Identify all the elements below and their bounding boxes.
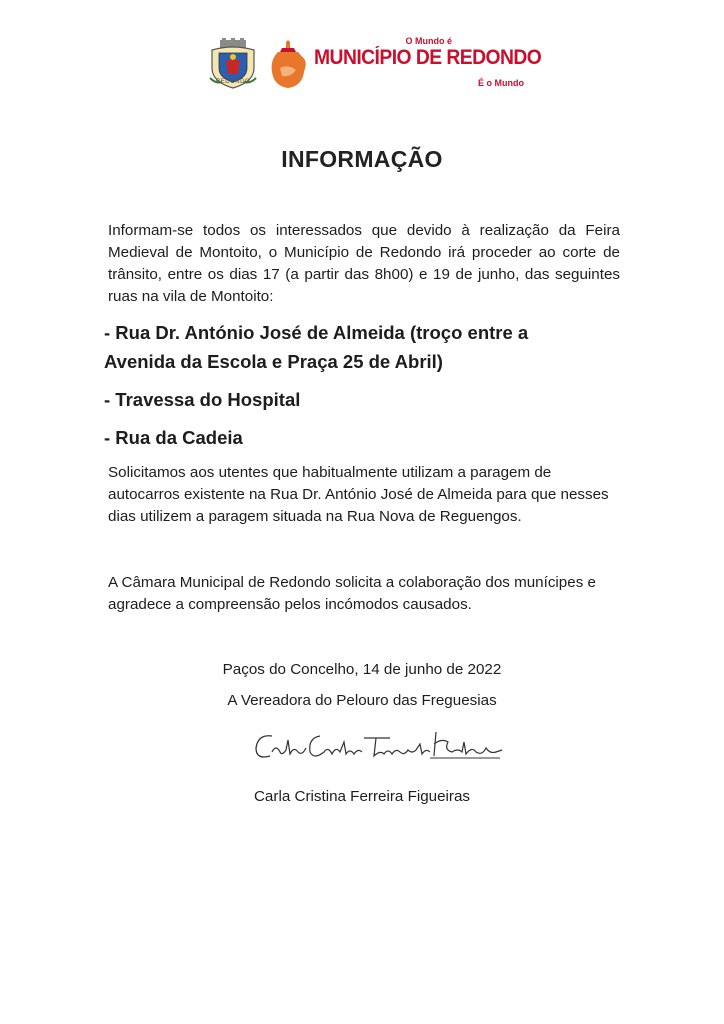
crest-caption: REDONDO <box>215 79 251 85</box>
street-item <box>104 385 624 414</box>
street-line: - Rua da Cadeia <box>104 427 243 448</box>
brand-tagline-top: O Mundo é <box>405 36 452 46</box>
closing-line: A Câmara Municipal de Redondo solicita a colaboração dos munícipes e <box>108 574 596 591</box>
page-title: INFORMAÇÃO <box>281 146 443 172</box>
bus-stop-line: dias utilizem a paragem situada na Rua Nova de Reguengos. <box>108 508 522 525</box>
street-line: Avenida da Escola e Praça 25 de Abril) <box>104 351 443 372</box>
municipality-brand <box>314 36 542 92</box>
intro-paragraph <box>108 220 620 308</box>
brand-name: MUNICÍPIO DE REDONDO <box>314 46 542 69</box>
street-line: - Travessa do Hospital <box>104 389 301 410</box>
closing-paragraph <box>108 572 620 616</box>
street-item <box>104 318 624 376</box>
handwritten-signature <box>250 722 512 770</box>
street-line: - Rua Dr. António José de Almeida (troço entre a <box>104 322 529 343</box>
place-date: Paços do Concelho, 14 de junho de 2022 <box>222 661 502 678</box>
bus-stop-line: Solicitamos aos utentes que habitualmente utilizam a paragem de <box>108 464 552 481</box>
signatory-role: A Vereadora do Pelouro das Freguesias <box>227 692 497 709</box>
signatory-name: Carla Cristina Ferreira Figueiras <box>253 788 471 805</box>
closing-line: agradece a compreensão pelos incómodos causados. <box>108 596 472 613</box>
intro-line: trânsito, entre os dias 17 (a partir das 8h00) e 19 de junho, das seguintes <box>108 266 620 283</box>
intro-line: Informam-se todos os interessados que devido à realização da Feira <box>108 222 620 239</box>
intro-line: Medieval de Montoito, o Município de Redondo irá proceder ao corte de <box>108 244 620 261</box>
intro-line: ruas na vila de Montoito: <box>108 288 274 305</box>
jug-logo-icon <box>266 38 310 90</box>
street-item <box>104 423 624 452</box>
bus-stop-line: autocarros existente na Rua Dr. António José de Almeida para que nesses <box>108 486 609 503</box>
brand-tagline-bottom: É o Mundo <box>478 78 524 88</box>
bus-stop-paragraph <box>108 462 620 528</box>
